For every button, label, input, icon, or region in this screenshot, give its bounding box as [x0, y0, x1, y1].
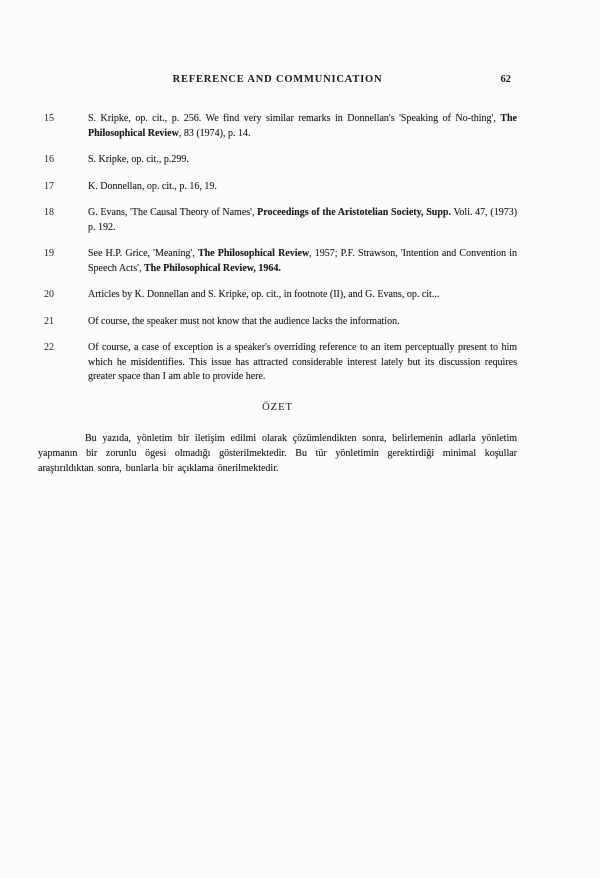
footnote-number: 17 [44, 180, 54, 192]
footnote-text: G. Evans, 'The Causal Theory of Names', Proceedings of the Aristotelian Society, Supp. Voli. 47, (1973) p. 192. [88, 207, 518, 233]
footnote-text: Of course, a case of exception is a speaker's overriding reference to an item perceptually present to him which he misidentifies. This issue has attracted considerable interest lately but its discussion requires greater space than I am able to provide here. [88, 342, 517, 382]
footnote-item [38, 206, 517, 235]
footnote-number: 20 [44, 289, 54, 300]
running-header [38, 73, 517, 86]
footnote-number: 18 [44, 207, 54, 218]
footnote-list [38, 112, 517, 385]
footnote-number: 22 [44, 342, 54, 353]
footnote-item [38, 288, 517, 303]
footnote-item [38, 180, 517, 195]
page-content [38, 0, 517, 476]
footnote-text: Of course, the speaker must not know that the audience lacks the information. [88, 315, 400, 327]
footnote-number: 19 [44, 248, 54, 259]
footnote-item [38, 153, 517, 168]
page-number: 62 [500, 74, 511, 85]
footnote-text: S. Kripke, op. cit., p.299. [88, 154, 189, 165]
footnote-number: 16 [44, 154, 54, 165]
footnote-text: Articles by K. Donnellan and S. Kripke, op. cit., in footnote (II), and G. Evans, op. cit... [88, 289, 440, 300]
running-title: REFERENCE AND COMMUNICATION [172, 74, 383, 85]
footnote-text: See H.P. Grice, 'Meaning', The Philosophical Review, 1957; P.F. Strawson, 'Intention and Convention in Speech Acts', The Philosophical Review, 1964. [88, 248, 517, 274]
abstract-heading: ÖZET [262, 401, 293, 413]
footnote-item [38, 112, 517, 141]
footnote-item [38, 247, 517, 276]
footnote-item [38, 315, 517, 330]
footnote-item [38, 341, 517, 385]
abstract-text: Bu yazıda, yönletim bir iletişim edilmi olarak çözümlendikten sonra, belirlemenin adlarla yönletim yapmanın bir zorunlu ögesi olmadığı gösterilmektedir. Bu tür yönletimin gerektirdiği minimal koşullar araştırıldıktan sonra, bunlarla bir açıklama önerilmektedir. [38, 432, 517, 474]
footnote-text: S. Kripke, op. cit., p. 256. We find very similar remarks in Donnellan's 'Speaking of No-thing', The Philosophical Review, 83 (1974), p. 14. [88, 113, 517, 139]
footnote-number: 21 [44, 315, 54, 327]
footnote-number: 15 [44, 113, 54, 124]
footnote-text: K. Donnellan, op. cit., p. 16, 19. [88, 180, 217, 192]
